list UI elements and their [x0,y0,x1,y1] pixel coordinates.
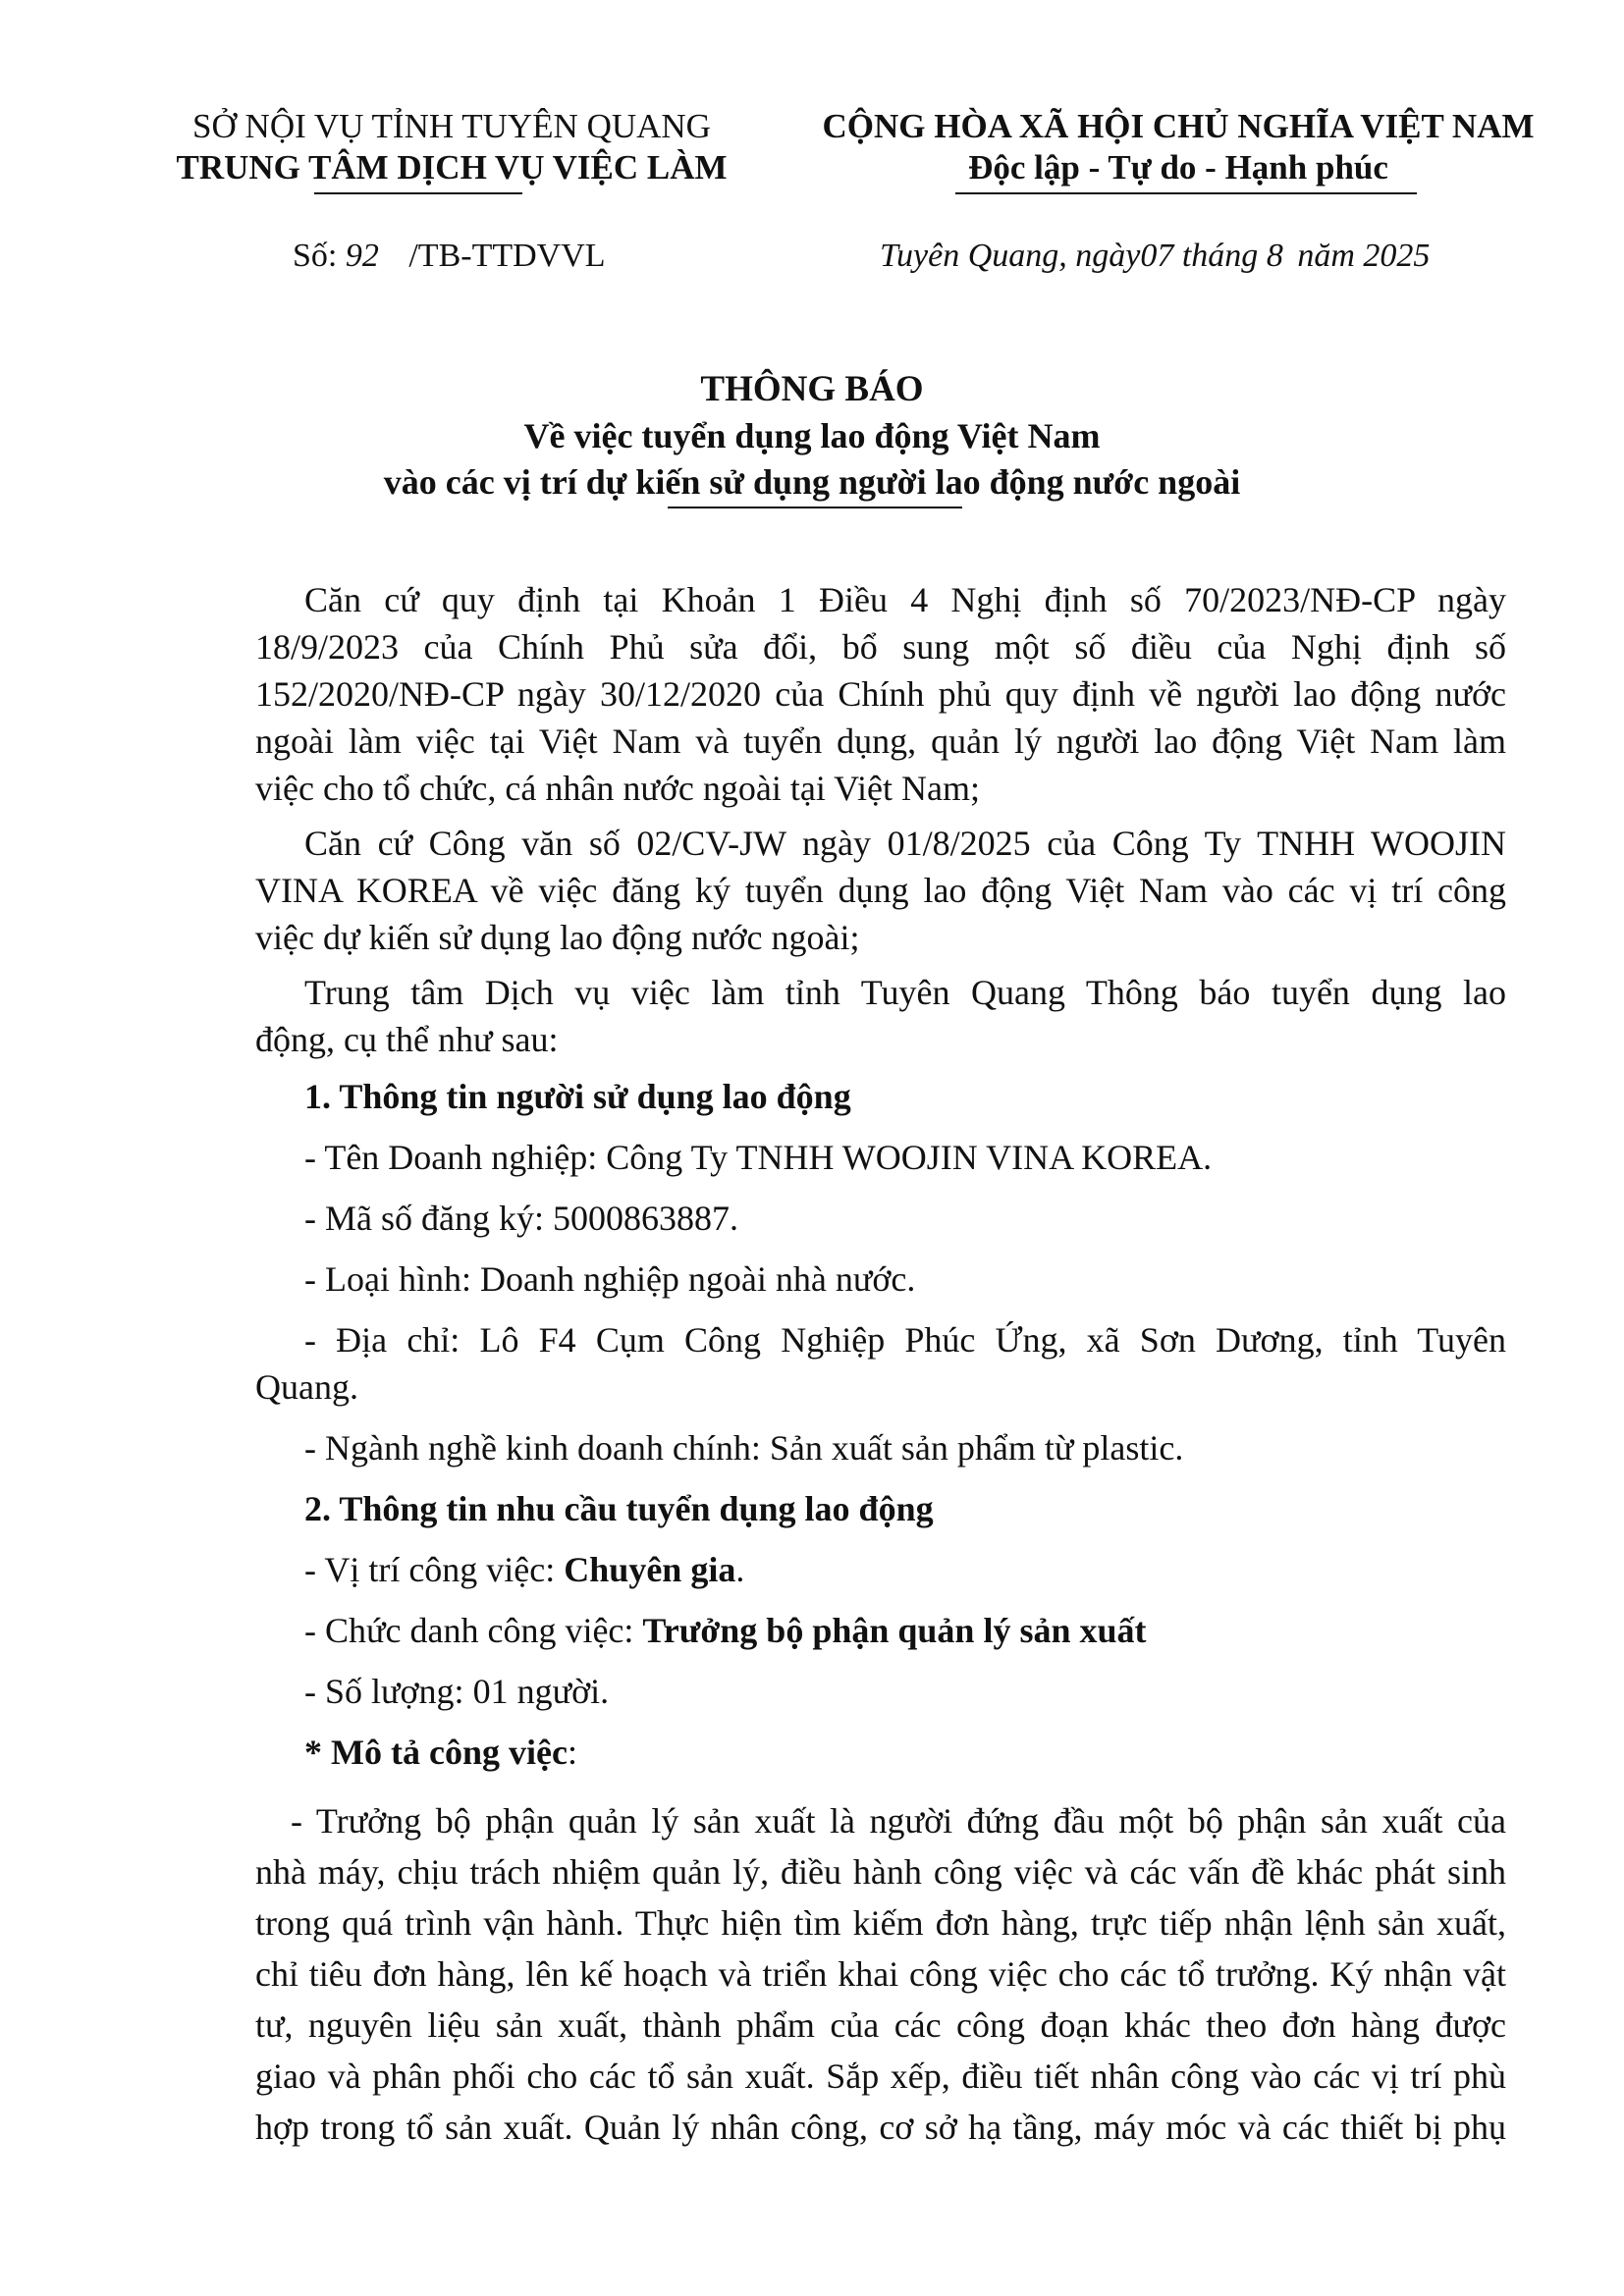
address-line-2: Quang. [255,1367,358,1407]
doc-number-value: 92 [345,238,379,274]
notice-title: THÔNG BÁO [700,369,924,409]
agency-parent: SỞ NỘI VỤ TỈNH TUYÊN QUANG [192,107,711,145]
business-line: - Ngành nghề kinh doanh chính: Sản xuất sản phẩm từ plastic. [304,1428,1184,1468]
p1-line-3: 152/2020/NĐ-CP ngày 30/12/2020 của Chính phủ quy định về người lao động nước [255,674,1506,714]
agency-name: TRUNG TÂM DỊCH VỤ VIỆC LÀM [176,148,728,187]
position-end: . [735,1550,745,1589]
position-line [304,1547,744,1593]
date-month: 8 [1266,238,1283,274]
desc-line-7: hợp trong tổ sản xuất. Quản lý nhân công, cơ sở hạ tầng, máy móc và các thiết bị phụ [255,2108,1506,2147]
p2-line-1: Căn cứ Công văn số 02/CV-JW ngày 01/8/2025 của Công Ty TNHH WOOJIN [304,824,1506,863]
job-title-label: - Chức danh công việc: [304,1611,643,1650]
notice-subtitle-2: vào các vị trí dự kiến sử dụng người lao động nước ngoài [383,462,1241,502]
date-line [880,236,1430,277]
p1-line-5: việc cho tổ chức, cá nhân nước ngoài tại Việt Nam; [255,769,980,808]
p1-line-2: 18/9/2023 của Chính Phủ sửa đổi, bổ sung một số điều của Nghị định số [255,627,1506,667]
section-1-title: 1. Thông tin người sử dụng lao động [304,1077,851,1116]
desc-line-3: trong quá trình vận hành. Thực hiện tìm kiếm đơn hàng, trực tiếp nhận lệnh sản xuất, [255,1903,1506,1943]
date-year: 2025 [1363,238,1431,274]
section-2-title: 2. Thông tin nhu cầu tuyển dụng lao động [304,1489,934,1528]
p1-line-1: Căn cứ quy định tại Khoản 1 Điều 4 Nghị định số 70/2023/NĐ-CP ngày [304,580,1506,619]
p2-line-3: việc dự kiến sử dụng lao động nước ngoài; [255,918,860,957]
desc-line-2: nhà máy, chịu trách nhiệm quản lý, điều hành công việc và các vấn đề khác phát sinh [255,1852,1506,1892]
motto: Độc lập - Tự do - Hạnh phúc [968,148,1388,187]
date-place: Tuyên Quang, ngày [880,238,1141,274]
p2-line-2: VINA KOREA về việc đăng ký tuyển dụng lao động Việt Nam vào các vị trí công [255,871,1506,910]
p3-line-1: Trung tâm Dịch vụ việc làm tỉnh Tuyên Quang Thông báo tuyển dụng lao [304,973,1506,1012]
position-value: Chuyên gia [564,1550,736,1589]
quantity-line: - Số lượng: 01 người. [304,1672,610,1711]
p1-line-4: ngoài làm việc tại Việt Nam và tuyển dụng, quản lý người lao động Việt Nam làm [255,721,1506,761]
registration-number: - Mã số đăng ký: 5000863887. [304,1199,738,1238]
notice-subtitle-1: Về việc tuyển dụng lao động Việt Nam [523,416,1101,455]
date-month-label: tháng [1181,238,1259,274]
desc-line-1: - Trưởng bộ phận quản lý sản xuất là người đứng đầu một bộ phận sản xuất của [291,1801,1506,1841]
job-description-heading [304,1730,577,1776]
date-year-label: năm [1297,238,1355,274]
desc-line-6: giao và phân phối cho các tổ sản xuất. Sắp xếp, điều tiết nhân công vào các vị trí phù [255,2056,1506,2096]
desc-line-5: tư, nguyên liệu sản xuất, thành phẩm của các công đoạn khác theo đơn hàng được [255,2005,1506,2045]
agency-underline [314,192,522,194]
job-title-line [304,1608,1147,1654]
motto-underline [955,192,1417,194]
position-label: - Vị trí công việc: [304,1550,565,1589]
job-title-value: Trưởng bộ phận quản lý sản xuất [642,1611,1147,1650]
company-name: - Tên Doanh nghiệp: Công Ty TNHH WOOJIN VINA KOREA. [304,1138,1213,1177]
p3-line-2: động, cụ thể như sau: [255,1020,559,1059]
doc-number-label: Số: [293,238,338,274]
desc-line-4: chỉ tiêu đơn hàng, lên kế hoạch và triển khai công việc cho các tổ trưởng. Ký nhận vật [255,1954,1506,1994]
subtitle-underline [668,507,962,508]
company-type: - Loại hình: Doanh nghiệp ngoài nhà nước. [304,1259,916,1299]
date-day: 07 [1140,238,1174,274]
doc-code: /TB-TTDVVL [408,238,606,274]
address-line-1: - Địa chỉ: Lô F4 Cụm Công Nghiệp Phúc Ứng, xã Sơn Dương, tỉnh Tuyên [304,1320,1506,1360]
job-description-colon: : [567,1733,577,1772]
job-description-title: * Mô tả công việc [304,1733,568,1772]
nation-title: CỘNG HÒA XÃ HỘI CHỦ NGHĨA VIỆT NAM [822,107,1535,145]
doc-number [293,236,606,277]
